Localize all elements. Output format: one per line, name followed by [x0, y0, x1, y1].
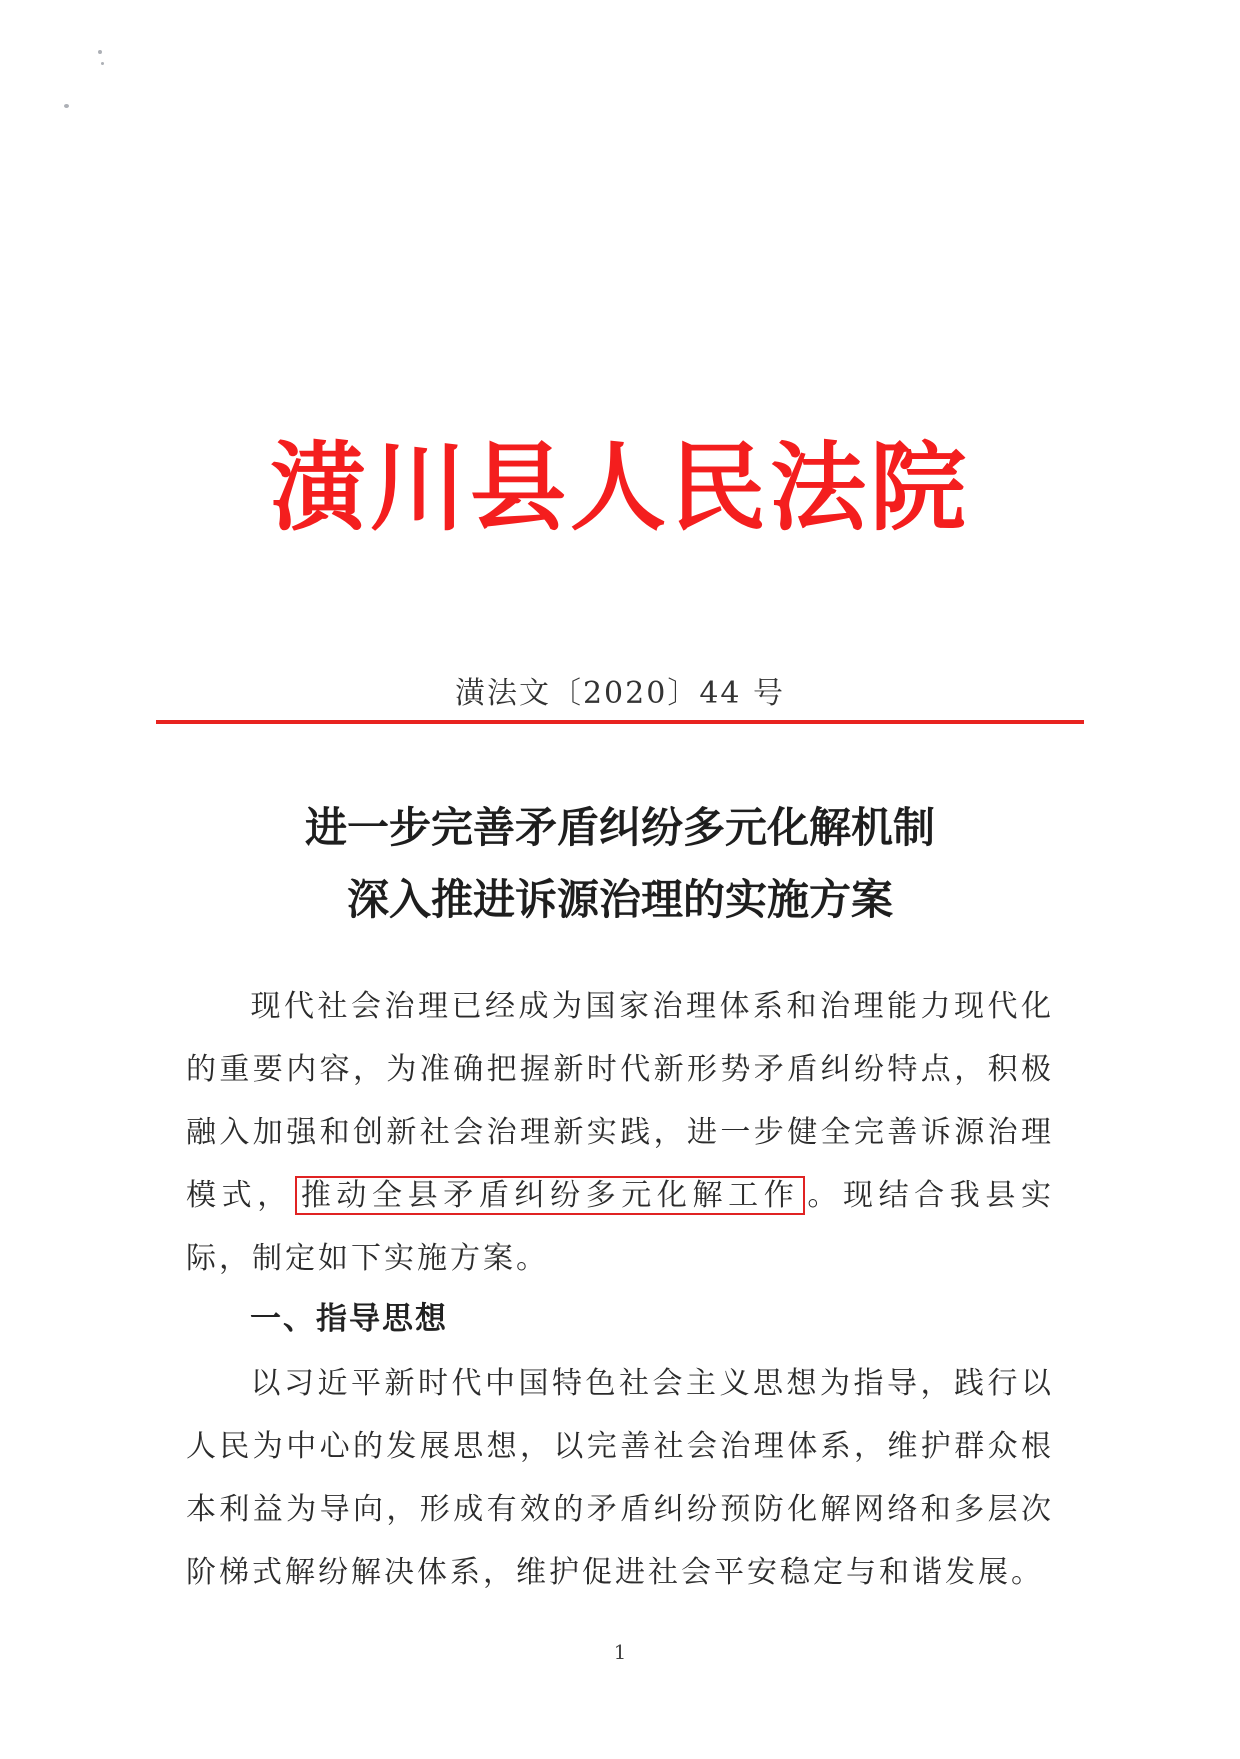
section-heading: 一、指导思想: [250, 1301, 448, 1337]
highlighted-phrase: 推动全县矛盾纠纷多元化解工作: [295, 1176, 806, 1215]
intro-text-after: 。现结合我县实际，制定如下实施方案。: [186, 1178, 1055, 1276]
red-separator-line: [156, 720, 1084, 724]
section-paragraph: [186, 1352, 1054, 1604]
scan-speck: [98, 50, 102, 54]
document-number: 潢法文〔2020〕44 号: [454, 676, 786, 711]
document-title: [0, 792, 1240, 936]
intro-paragraph: [186, 975, 1054, 1290]
intro-text-before: 现代社会治理已经成为国家治理体系和治理能力现代化的重要内容，为准确把握新时代新形势矛盾纠纷特点，积极融入加强和创新社会治理新实践，进一步健全完善诉源治理模式，: [186, 989, 1054, 1213]
section-text: 以习近平新时代中国特色社会主义思想为指导，践行以人民为中心的发展思想，以完善社会治理体系，维护群众根本利益为导向，形成有效的矛盾纠纷预防化解网络和多层次阶梯式解纷解决体系，维护促进社会平安稳定与和谐发展。: [186, 1366, 1054, 1590]
scan-speck: [64, 104, 69, 108]
page-number: 1: [613, 1640, 627, 1664]
title-line-1: 进一步完善矛盾纠纷多元化解机制: [304, 803, 935, 852]
title-line-2: 深入推进诉源治理的实施方案: [346, 875, 893, 924]
scan-speck: [101, 62, 104, 65]
issuer-name: 潢川县人民法院: [270, 431, 970, 544]
